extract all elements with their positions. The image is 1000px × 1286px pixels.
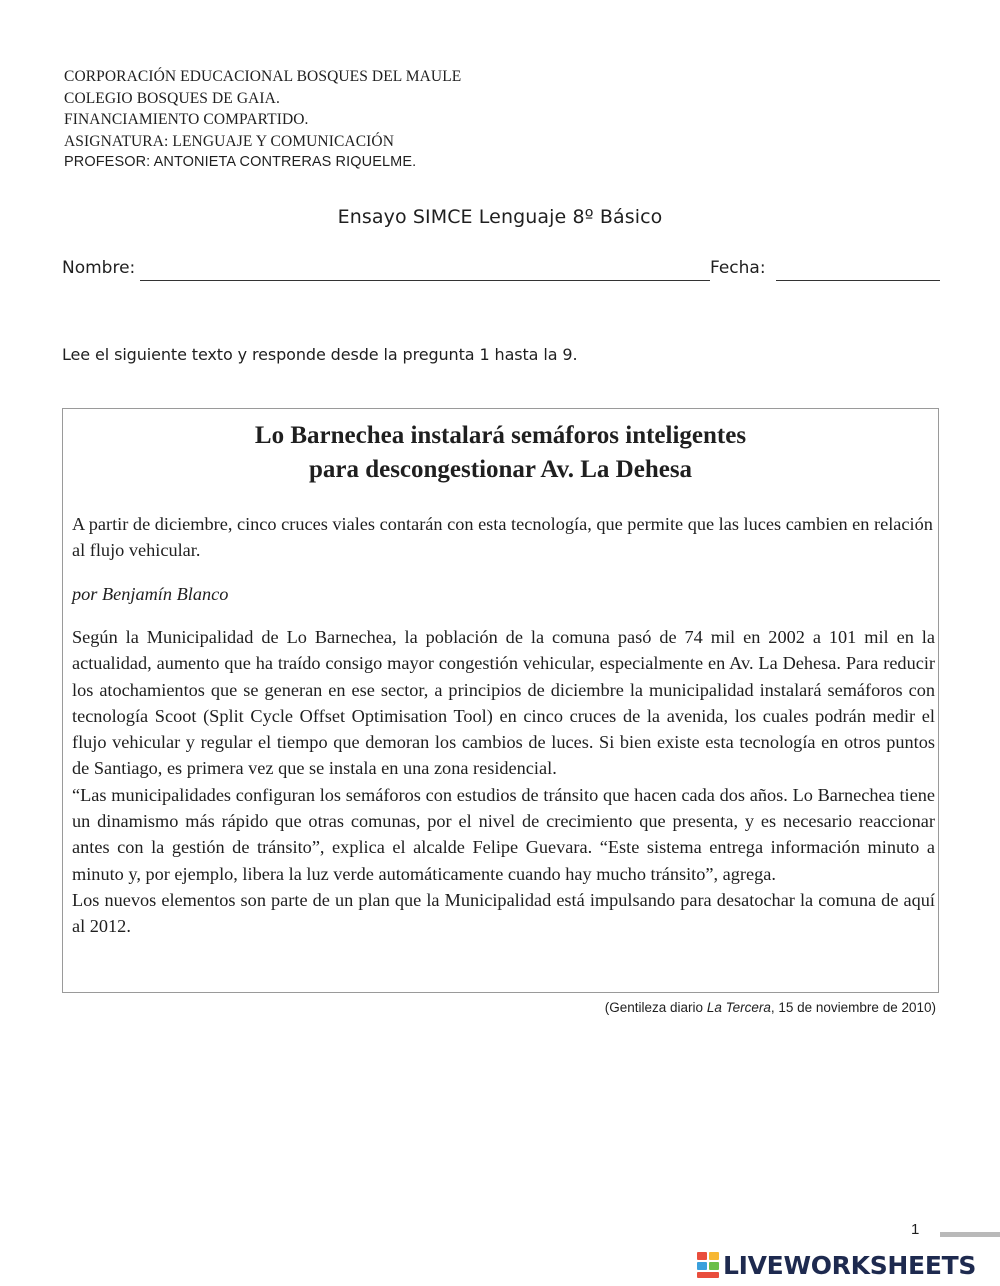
name-field[interactable] [140, 280, 710, 281]
article-body [72, 624, 935, 940]
article-author: por Benjamín Blanco [72, 584, 229, 604]
school-header [64, 66, 461, 174]
header-subject: ASIGNATURA: LENGUAJE Y COMUNICACIÓN [64, 132, 394, 150]
liveworksheets-icon [697, 1251, 721, 1279]
credit-suffix: , 15 de noviembre de 2010) [770, 1000, 936, 1015]
header-teacher: PROFESOR: ANTONIETA CONTRERAS RIQUELME. [64, 154, 417, 170]
page-number: 1 [911, 1221, 920, 1238]
document-title: Ensayo SIMCE Lenguaje 8º Básico [337, 206, 663, 228]
brand-name: LIVEWORKSHEETS [723, 1250, 977, 1280]
logo-block-3 [697, 1262, 707, 1270]
footer-divider [940, 1232, 1000, 1237]
header-corporation: CORPORACIÓN EDUCACIONAL BOSQUES DEL MAULE [64, 68, 462, 85]
article-title-line-1: Lo Barnechea instalará semáforos inteligentes [254, 422, 747, 449]
name-label: Nombre: [62, 258, 136, 278]
header-financing: FINANCIAMIENTO COMPARTIDO. [64, 111, 309, 128]
liveworksheets-logo[interactable] [697, 1249, 976, 1281]
logo-block-4 [709, 1262, 719, 1270]
date-field[interactable] [776, 280, 940, 281]
reading-instruction: Lee el siguiente texto y responde desde la pregunta 1 hasta la 9. [62, 345, 578, 364]
article-lead: A partir de diciembre, cinco cruces viales contarán con esta tecnología, que permite que las luces cambien en relación al flujo vehicular. [72, 514, 933, 560]
student-info-row [62, 258, 942, 284]
article-title [63, 419, 938, 487]
logo-block-2 [709, 1252, 719, 1260]
credit-prefix: (Gentileza diario [604, 1000, 707, 1015]
logo-block-1 [697, 1252, 707, 1260]
source-credit [605, 1000, 936, 1015]
article-paragraph-1: Según la Municipalidad de Lo Barnechea, la población de la comuna pasó de 74 mil en 2002 a 101 mil en la actualidad, aumento que ha traído consigo mayor congestión vehicular, especialmente en Av. La Dehesa. Para reducir los atochamientos que se generan en ese sector, a principios de diciembre la municipalidad instalará semáforos con tecnología Scoot (Split Cycle Offset Optimisation Tool) en cinco cruces de la avenida, los cuales podrán medir el flujo vehicular y regular el tiempo que demoran los cambios de luces. Si bien existe esta tecnología en otros puntos de Santiago, es primera vez que se instala en una zona residencial. [72, 627, 935, 779]
header-school: COLEGIO BOSQUES DE GAIA. [64, 89, 280, 107]
date-label: Fecha: [710, 258, 766, 278]
article-paragraph-2: “Las municipalidades configuran los semáforos con estudios de tránsito que hacen cada dos años. Lo Barnechea tiene un dinamismo más rápido que otras comunas, por el nivel de crecimiento que presenta, y es necesario reaccionar antes con la gestión de tránsito”, explica el alcalde Felipe Guevara. “Este sistema entrega información minuto a minuto y, por ejemplo, libera la luz verde automáticamente cuando hay mucho tránsito”, agrega. [72, 784, 935, 884]
article-box [62, 408, 939, 993]
article-paragraph-3: Los nuevos elementos son parte de un plan que la Municipalidad está impulsando para desatochar la comuna de aquí al 2012. [72, 889, 935, 937]
credit-source: La Tercera [706, 1000, 771, 1015]
logo-block-5 [697, 1272, 719, 1278]
article-title-line-2: para descongestionar Av. La Dehesa [308, 456, 693, 483]
